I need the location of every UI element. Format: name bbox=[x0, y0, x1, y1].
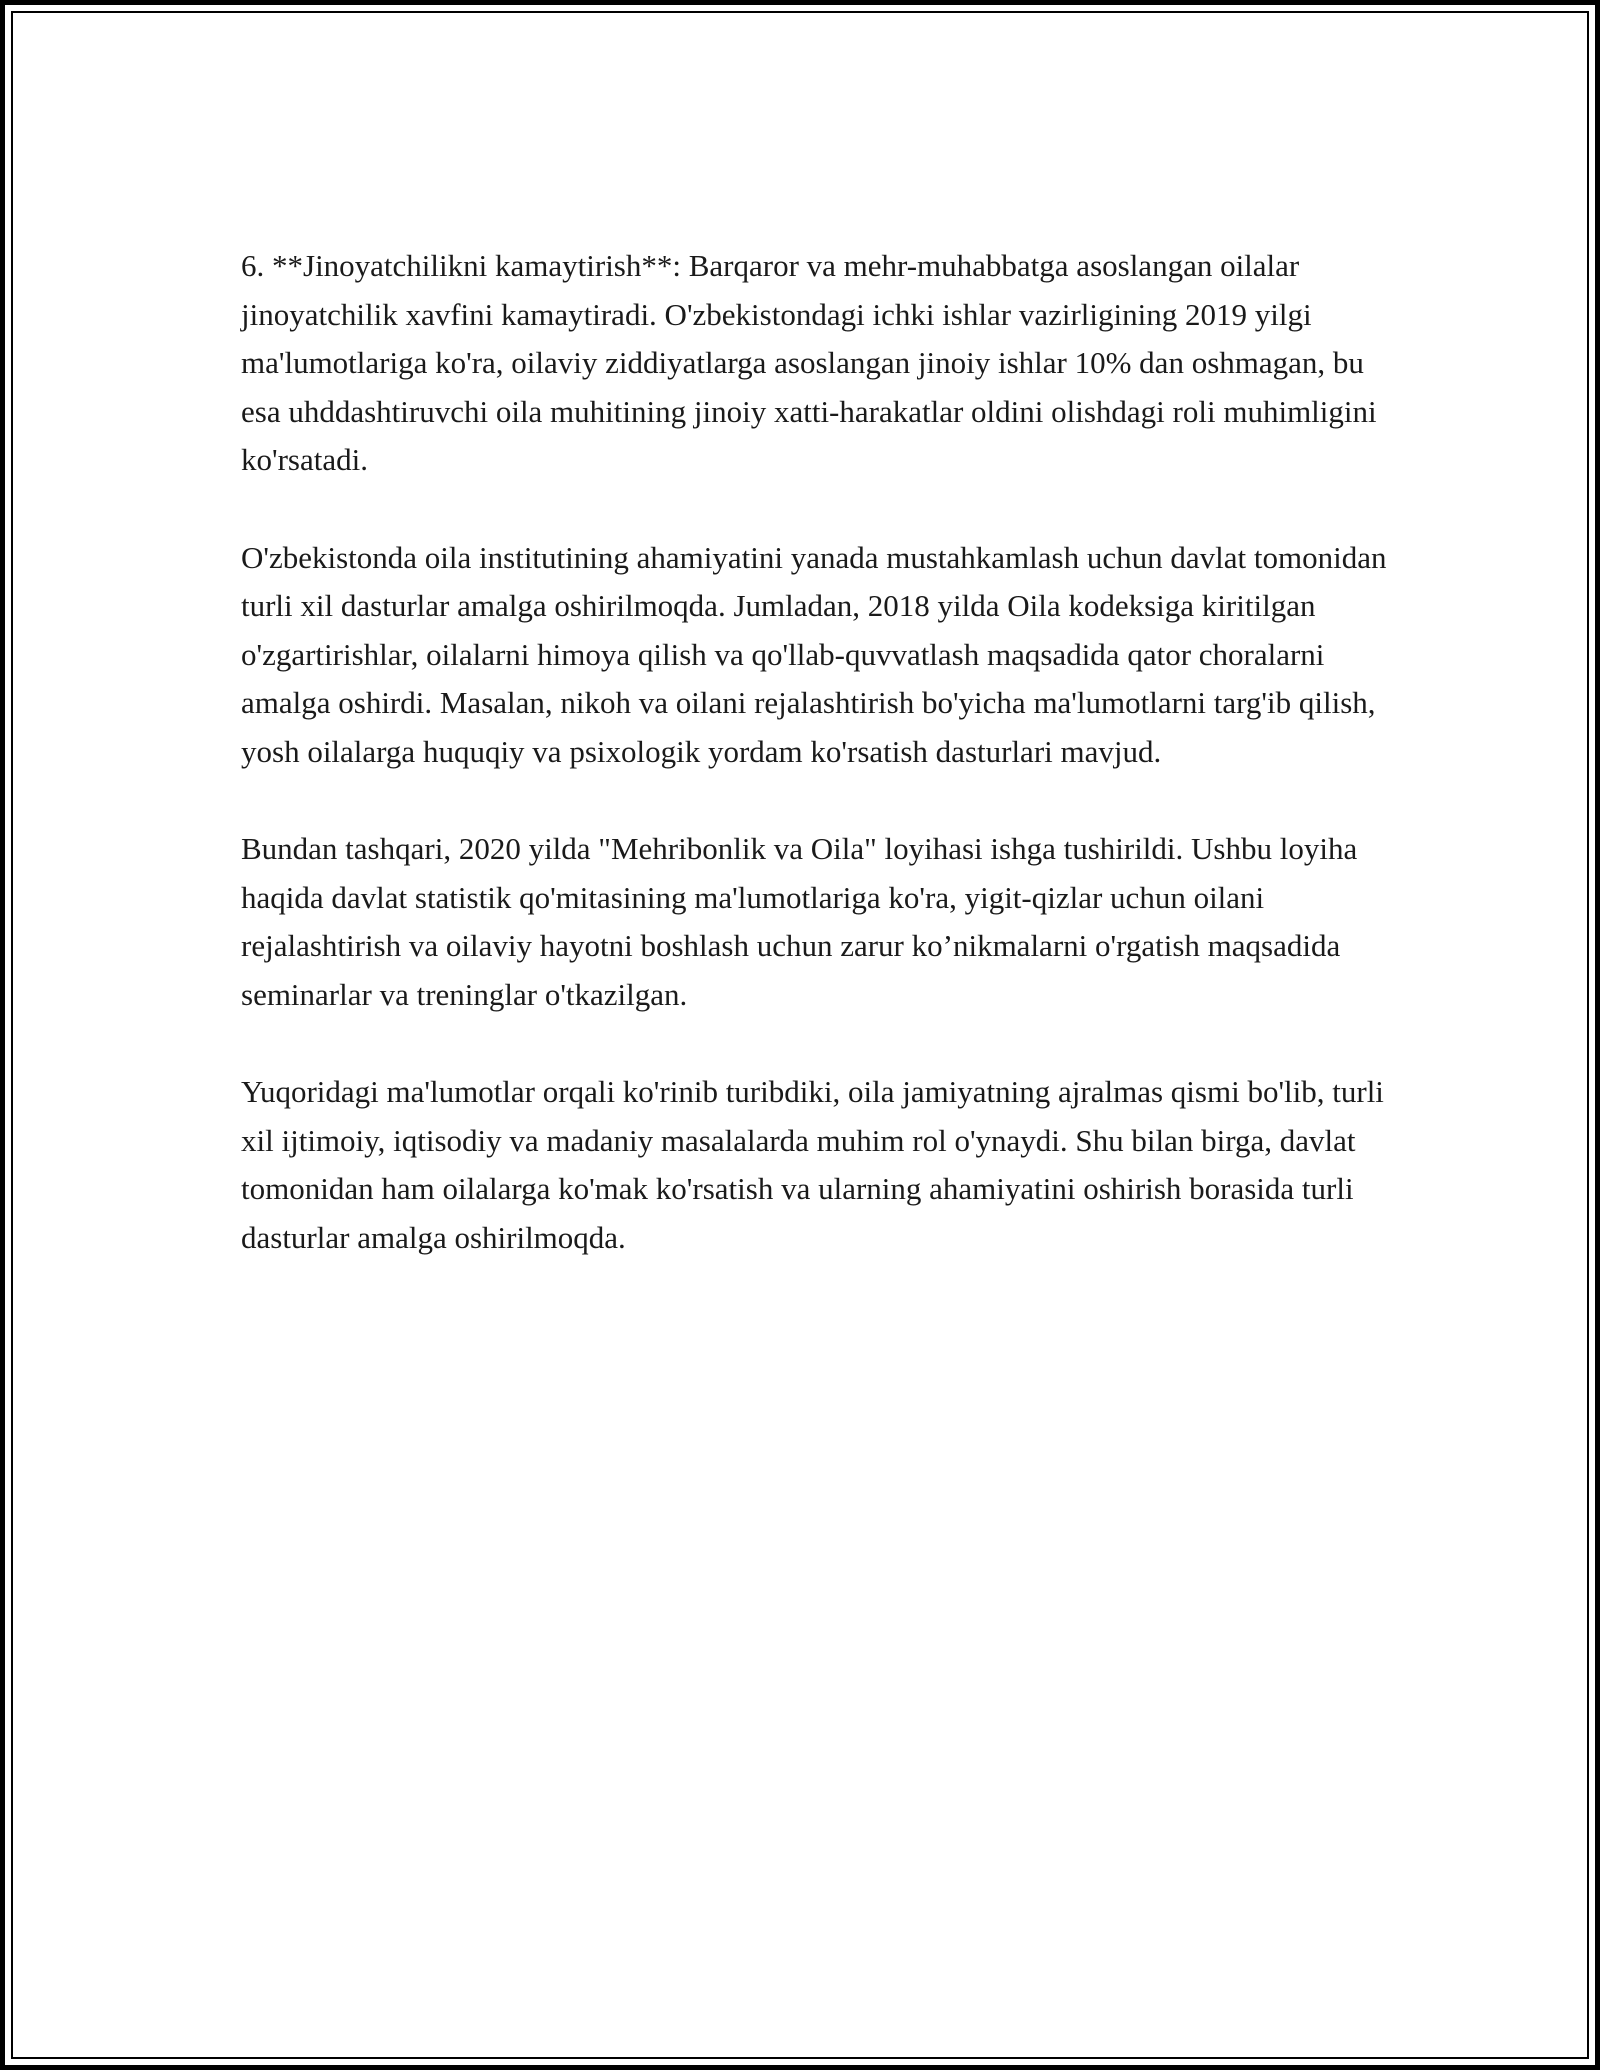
paragraph-conclusion: Yuqoridagi ma'lumotlar orqali ko'rinib turibdiki, oila jamiyatning ajralmas qismi bo'lib, turli xil ijtimoiy, iqtisodiy va madaniy masalalarda muhim rol o'ynaydi. Shu bilan birga, davlat tomonidan ham oilalarga ko'mak ko'rsatish va ularning ahamiyatini oshirish borasida turli dasturlar amalga oshirilmoqda. bbox=[241, 1074, 1384, 1255]
document-body bbox=[241, 242, 1391, 1311]
paragraph-mehribonlik-project: Bundan tashqari, 2020 yilda "Mehribonlik va Oila" loyihasi ishga tushirildi. Ushbu loyiha haqida davlat statistik qo'mitasining ma'lumotlariga ko'ra, yigit-qizlar uchun oilani rejalashtirish va oilaviy hayotni boshlash uchun zarur ko’nikmalarni o'rgatish maqsadida seminarlar va treninglar o'tkazilgan. bbox=[241, 831, 1358, 1012]
paragraph-crime-reduction: 6. **Jinoyatchilikni kamaytirish**: Barqaror va mehr-muhabbatga asoslangan oilalar jinoyatchilik xavfini kamaytiradi. O'zbekistondagi ichki ishlar vazirligining 2019 yilgi ma'lumotlariga ko'ra, oilaviy ziddiyatlarga asoslangan jinoiy ishlar 10% dan oshmagan, bu esa uhddashtiruvchi oila muhitining jinoiy xatti-harakatlar oldini olishdagi roli muhimligini ko'rsatadi. bbox=[241, 248, 1377, 477]
paragraph-state-programs: O'zbekistonda oila institutining ahamiyatini yanada mustahkamlash uchun davlat tomonidan turli xil dasturlar amalga oshirilmoqda. Jumladan, 2018 yilda Oila kodeksiga kiritilgan o'zgartirishlar, oilalarni himoya qilish va qo'llab-quvvatlash maqsadida qator choralarni amalga oshirdi. Masalan, nikoh va oilani rejalashtirish bo'yicha ma'lumotlarni targ'ib qilish, yosh oilalarga huquqiy va psixologik yordam ko'rsatish dasturlari mavjud. bbox=[241, 539, 1387, 769]
